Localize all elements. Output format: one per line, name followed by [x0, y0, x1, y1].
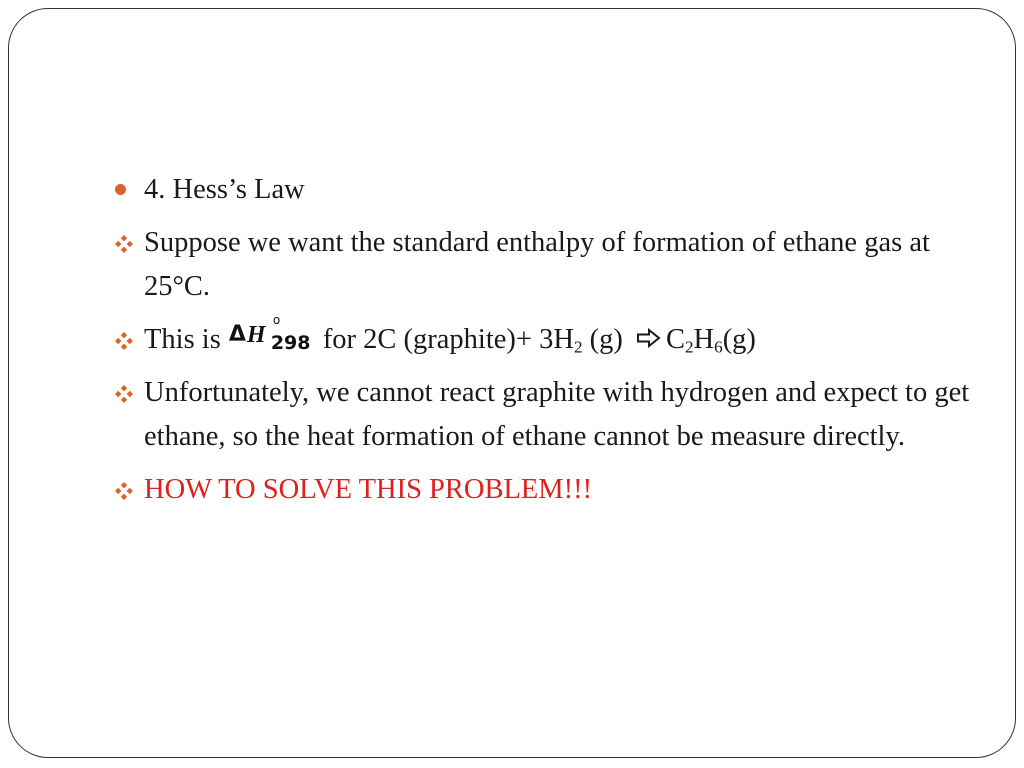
product-c: C [665, 324, 685, 355]
equation-phase: (g) [582, 324, 630, 355]
h6-subscript: 6 [714, 337, 723, 357]
h2-subscript: 2 [573, 337, 583, 357]
bullet-item-problem [112, 468, 972, 512]
c2-subscript: 2 [685, 337, 694, 357]
unfortunately-text: Unfortunately, we cannot react graphite with hydrogen and expect to get ethane, so the heat formation of ethane cannot be measure directly. [144, 377, 970, 452]
heading-text: 4. Hess’s Law [144, 174, 305, 205]
problem-text: HOW TO SOLVE THIS PROBLEM!!! [144, 474, 593, 505]
diamond-bullet-icon [112, 221, 140, 265]
degree-symbol: o [272, 313, 281, 327]
diamond-bullet-icon [112, 371, 140, 415]
diamond-bullet-icon [112, 318, 140, 362]
h-symbol: H [246, 322, 266, 348]
bullet-item-equation [112, 313, 972, 362]
bullet-item-unfortunately [112, 371, 972, 459]
bullet-item-suppose [112, 221, 972, 309]
delta-symbol: Δ [228, 322, 246, 347]
slide-body [112, 168, 972, 521]
enthalpy-symbol [228, 313, 317, 358]
right-arrow-icon [636, 318, 662, 362]
product-h: H [693, 324, 715, 355]
bullet-item-heading [112, 168, 972, 212]
equation-reactants: for 2C (graphite)+ 3H [322, 324, 574, 355]
equation-prefix: This is [144, 324, 221, 355]
dot-bullet-icon [112, 168, 140, 212]
suppose-text: Suppose we want the standard enthalpy of formation of ethane gas at 25°C. [144, 227, 930, 302]
temperature-subscript: 298 [270, 332, 311, 354]
diamond-bullet-icon [112, 468, 140, 512]
product-phase: (g) [722, 324, 756, 355]
